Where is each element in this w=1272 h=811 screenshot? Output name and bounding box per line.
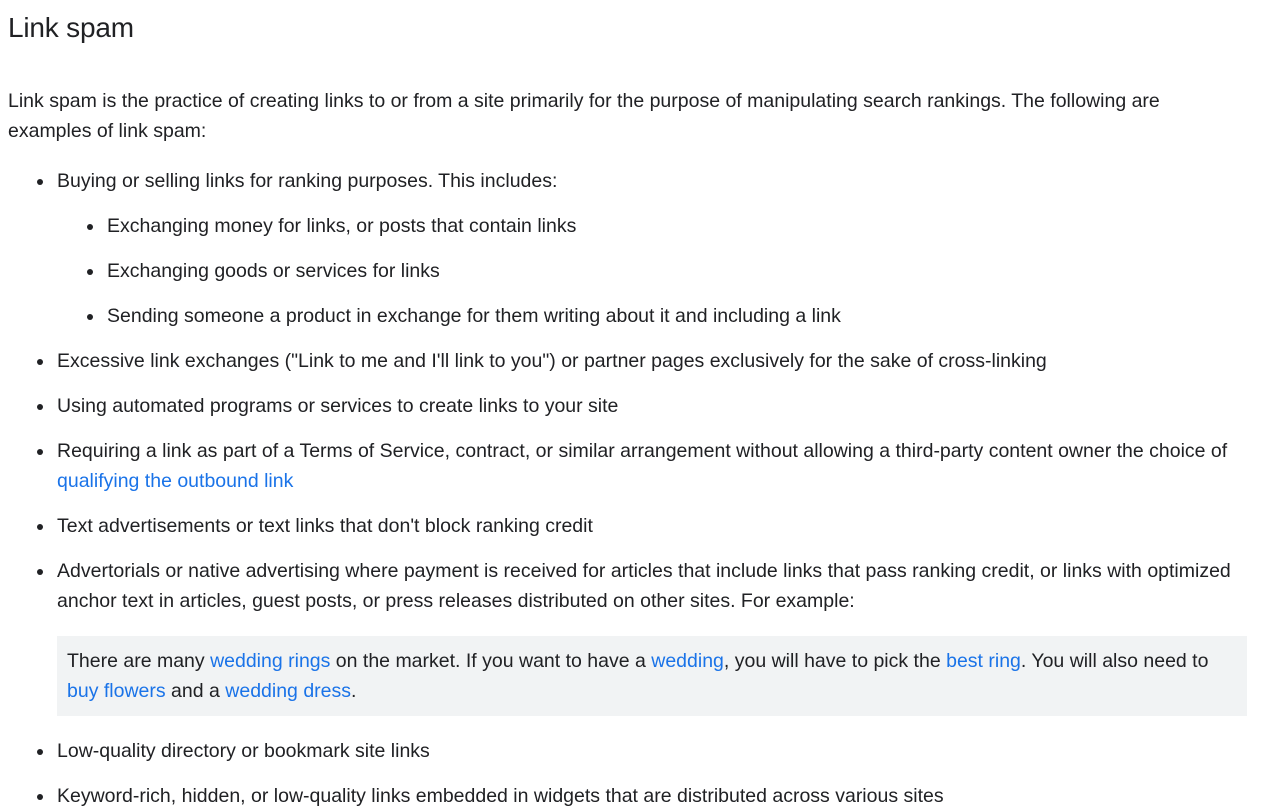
list-item [8, 556, 1247, 716]
example-text: on the market. If you want to have a [330, 650, 652, 672]
nested-list-item: Sending someone a product in exchange for them writing about it and including a link [57, 301, 1247, 331]
list-item: Using automated programs or services to create links to your site [8, 391, 1247, 421]
link-spam-examples-list [8, 166, 1272, 811]
example-box [57, 636, 1247, 716]
nested-list [57, 211, 1247, 331]
list-item: Text advertisements or text links that don't block ranking credit [8, 511, 1247, 541]
list-item-text: Requiring a link as part of a Terms of Service, contract, or similar arrangement without allowing a third-party content owner the choice of [57, 440, 1228, 462]
list-item: Keyword-rich, hidden, or low-quality links embedded in widgets that are distributed across various sites [8, 781, 1247, 811]
wedding-link[interactable]: wedding [651, 650, 724, 672]
buy-flowers-link[interactable]: buy flowers [67, 680, 166, 702]
list-item [8, 166, 1247, 331]
example-text: . You will also need to [1020, 650, 1209, 672]
wedding-dress-link[interactable]: wedding dress [225, 680, 352, 702]
best-ring-link[interactable]: best ring [946, 650, 1021, 672]
nested-list-item: Exchanging goods or services for links [57, 256, 1247, 286]
list-item [8, 436, 1247, 496]
wedding-rings-link[interactable]: wedding rings [210, 650, 331, 672]
list-item: Low-quality directory or bookmark site links [8, 736, 1247, 766]
list-item-text: Advertorials or native advertising where payment is received for articles that include links that pass ranking credit, or links with optimized anchor text in articles, guest posts, or press releases distributed on other sites. For example: [57, 560, 1231, 612]
example-text: , you will have to pick the [723, 650, 947, 672]
list-item: Excessive link exchanges ("Link to me and I'll link to you") or partner pages exclusively for the sake of cross-linking [8, 346, 1247, 376]
example-text: There are many [67, 650, 211, 672]
section-heading: Link spam [8, 12, 134, 43]
qualifying-outbound-link[interactable]: qualifying the outbound link [57, 470, 294, 492]
example-text: and a [165, 680, 226, 702]
example-text: . [351, 680, 357, 702]
list-item-text: Buying or selling links for ranking purposes. This includes: [57, 170, 558, 192]
intro-paragraph: Link spam is the practice of creating links to or from a site primarily for the purpose of manipulating search rankings. The following are examples of link spam: [8, 90, 1160, 142]
nested-list-item: Exchanging money for links, or posts that contain links [57, 211, 1247, 241]
